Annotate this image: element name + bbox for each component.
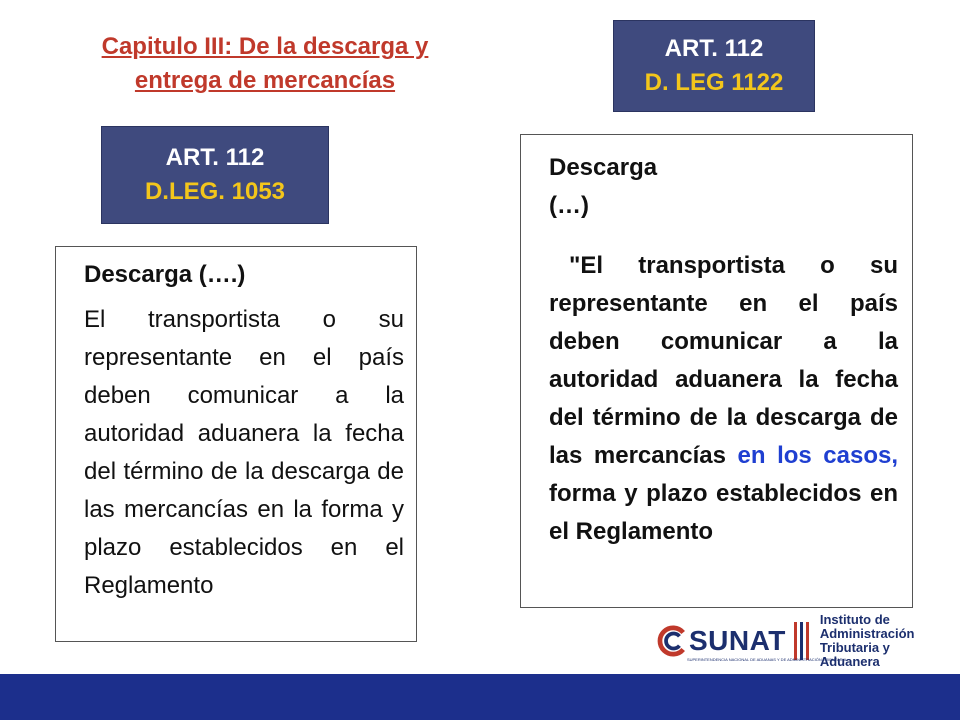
quote-text: forma y plazo establecidos en el Reglamento: [549, 480, 898, 545]
decree-code: D.LEG. 1053: [144, 178, 286, 205]
chapter-title: Capitulo III: De la descarga y entrega de mercancías: [101, 33, 429, 94]
sunat-emblem-icon: [655, 624, 687, 658]
section-heading: Descarga (….): [84, 261, 246, 288]
highlighted-text: en los casos,: [737, 442, 898, 469]
sunat-logo: [655, 612, 945, 669]
quote-text: "El transportista o su representante en el país deben comunicar a la autoridad aduanera la fecha del término de la descarga de las mercancías: [549, 252, 898, 469]
logo-tagline: SUPERINTENDENCIA NACIONAL DE ADUANAS Y DE ADMINISTRACIÓN TRIBUTARIA: [686, 657, 847, 662]
decree-code: D. LEG 1122: [644, 69, 784, 96]
ellipsis-marker: (…): [549, 192, 589, 219]
article-text-right: [520, 134, 913, 608]
article-tag-right: [613, 20, 815, 112]
article-number: ART. 112: [165, 144, 265, 171]
article-number: ART. 112: [664, 35, 764, 62]
logo-divider: [794, 622, 812, 660]
footer-bar: [0, 674, 960, 720]
logo-wordmark: SUNAT: [688, 625, 786, 656]
article-body: El transportista o su representante en el país deben comunicar a la autoridad aduanera la fecha del término de la descarga de las mercancías en la forma y plazo establecidos en el Reglamento: [84, 306, 404, 599]
section-heading: Descarga: [549, 154, 658, 181]
article-quote: [549, 247, 898, 551]
article-text-left: [55, 246, 417, 642]
article-tag-left: [101, 126, 329, 224]
institution-name: Instituto de Administración Tributaria y Aduanera: [819, 612, 915, 669]
